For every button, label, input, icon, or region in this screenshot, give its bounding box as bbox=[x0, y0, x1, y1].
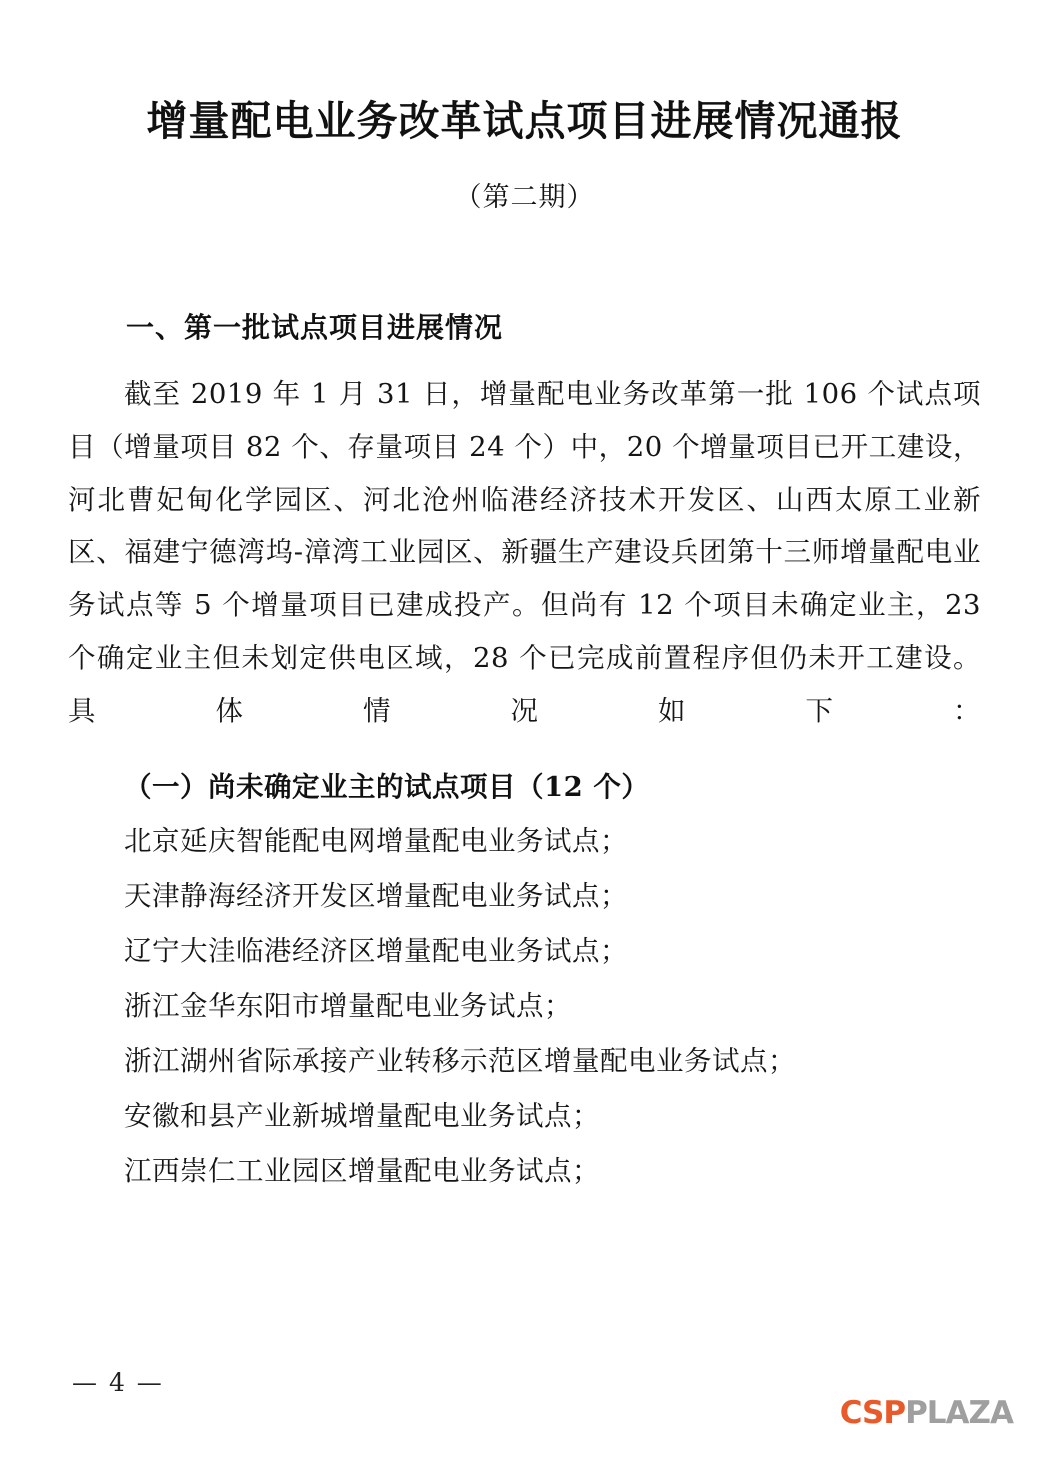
watermark bbox=[840, 1395, 1013, 1431]
section-heading: 一、第一批试点项目进展情况 bbox=[126, 311, 504, 344]
page-number: — 4 — bbox=[72, 1368, 164, 1397]
list-item: 浙江湖州省际承接产业转移示范区增量配电业务试点； bbox=[124, 1044, 796, 1077]
list-item: 辽宁大洼临港经济区增量配电业务试点； bbox=[124, 934, 628, 967]
page-title: 增量配电业务改革试点项目进展情况通报 bbox=[146, 97, 903, 145]
watermark-secondary-text: PLAZA bbox=[905, 1395, 1013, 1431]
list-item: 安徽和县产业新城增量配电业务试点； bbox=[124, 1099, 600, 1132]
watermark-primary-text: CSP bbox=[839, 1395, 906, 1431]
list-item: 江西崇仁工业园区增量配电业务试点； bbox=[124, 1154, 600, 1187]
list-item: 天津静海经济开发区增量配电业务试点； bbox=[124, 879, 628, 912]
project-list bbox=[68, 814, 981, 1199]
list-item: 北京延庆智能配电网增量配电业务试点； bbox=[124, 824, 628, 857]
sub-heading: （一）尚未确定业主的试点项目（12 个） bbox=[124, 770, 650, 803]
body-paragraph: 截至 2019 年 1 月 31 日，增量配电业务改革第一批 106 个试点项目（增量项目 82 个、存量项目 24 个）中，20 个增量项目已开工建设，河北曹妃甸化学园区、河北沧州临港经济技术开发区、山西太原工业新区、福建宁德湾坞-漳湾工业园区、新疆生产建设兵团第十三师增量配电业务试点等 5 个增量项目已建成投产。但尚有 12 个项目未确定业主，23 个确定业主但未划定供电区域，28 个已完成前置程序但仍未开工建设。具体情况如下： bbox=[68, 378, 981, 727]
list-item: 浙江金华东阳市增量配电业务试点； bbox=[124, 989, 572, 1022]
document-subtitle: （第二期） bbox=[454, 182, 595, 213]
